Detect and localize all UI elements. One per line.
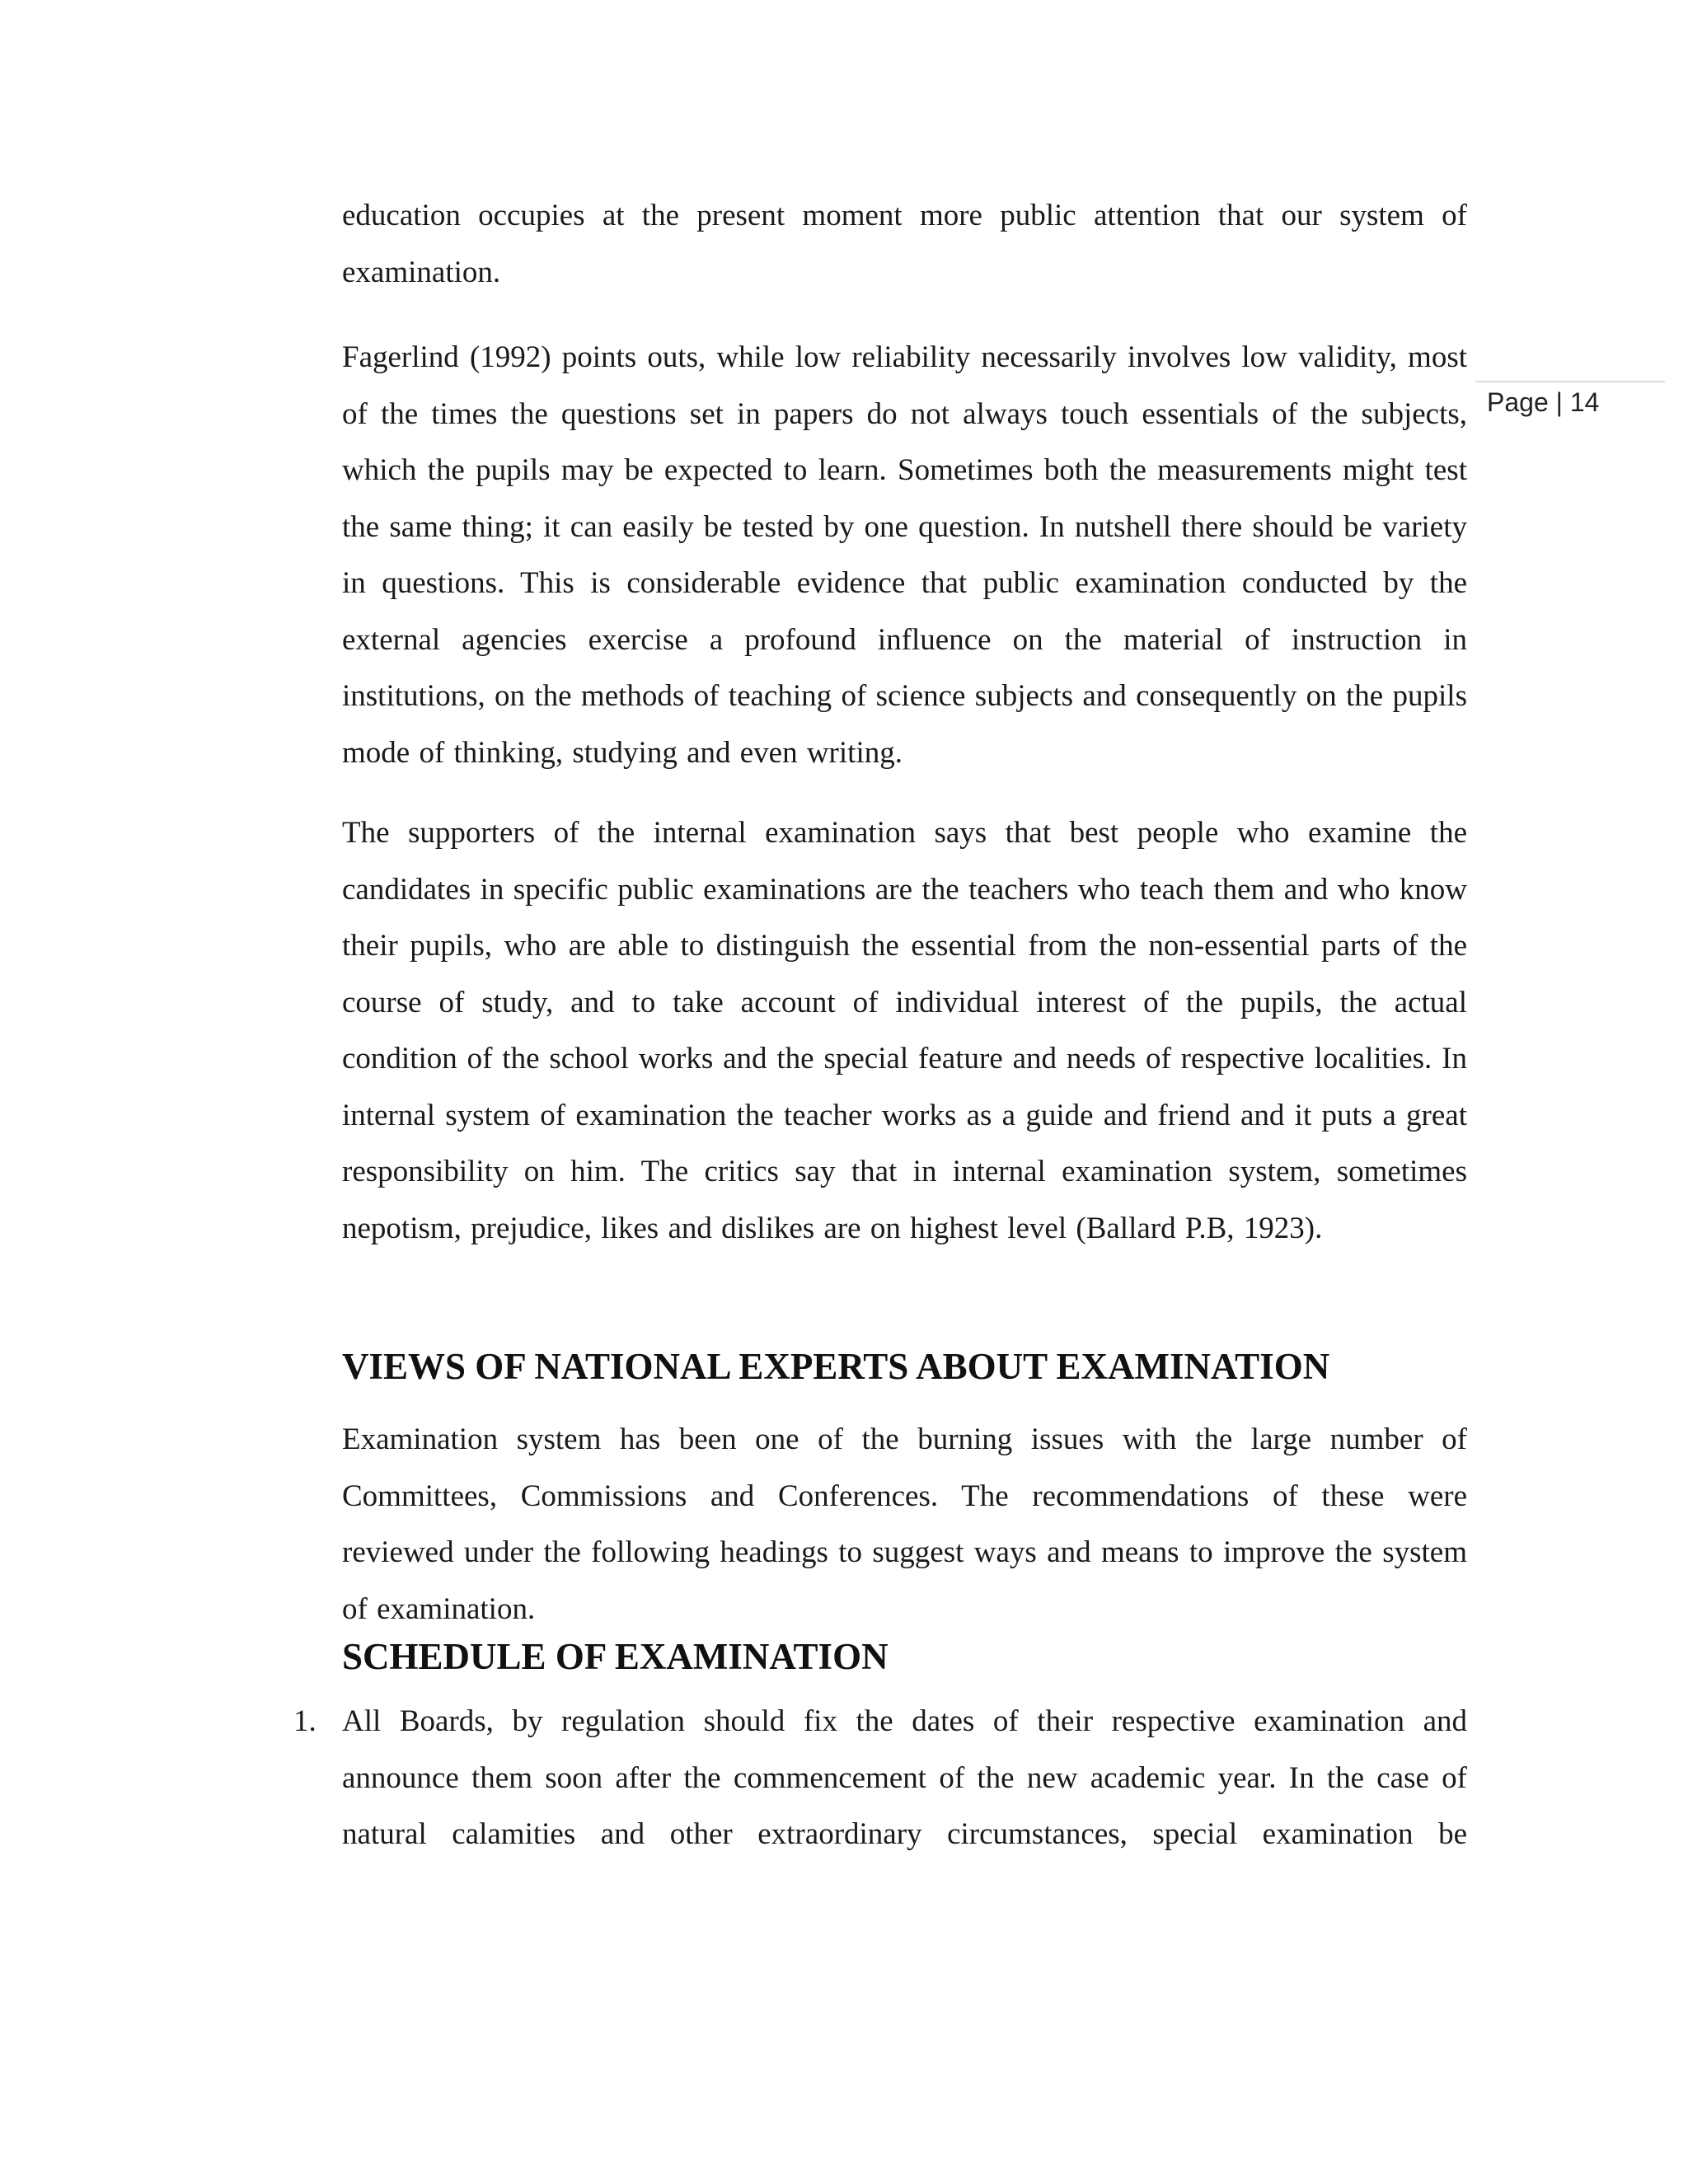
paragraph-continuation: education occupies at the present moment more public attention that our system of examination. xyxy=(342,199,1467,289)
list-item-number: 1. xyxy=(293,1704,316,1738)
page-number-divider xyxy=(1475,381,1665,382)
paragraph-internal-examination: The supporters of the internal examination says that best people who examine the candidates in specific public examinations are the teachers who teach them and who know their pupils, who are able to distinguish the essential from the non-essential parts of the course of study, and to take account of individual interest of the pupils, the actual condition of the school works and the special feature and needs of respective localities. In internal system of examination the teacher works as a guide and friend and it puts a great responsibility on him. The critics say that in internal examination system, sometimes nepotism, prejudice, likes and dislikes are on highest level (Ballard P.B, 1923). xyxy=(342,816,1467,1245)
list-item-text: All Boards, by regulation should fix the dates of their respective examination and announce them soon after the commencement of the new academic year. In the case of natural calamities and other extraordinary circumstances, special examination be xyxy=(342,1704,1467,1851)
paragraph-fagerlind: Fagerlind (1992) points outs, while low reliability necessarily involves low validity, most of the times the questions set in papers do not always touch essentials of the subjects, which the pupils may be expected to learn. Sometimes both the measurements might test the same thing; it can easily be tested by one question. In nutshell there should be variety in questions. This is considerable evidence that public examination conducted by the external agencies exercise a profound influence on the material of instruction in institutions, on the methods of teaching of science subjects and consequently on the pupils mode of thinking, studying and even writing. xyxy=(342,340,1467,770)
section-heading-national-experts: VIEWS OF NATIONAL EXPERTS ABOUT EXAMINATION xyxy=(342,1346,1330,1387)
paragraph-examination-system: Examination system has been one of the burning issues with the large number of Committees, Commissions and Conferences. The recommendations of these were reviewed under the following headings to suggest ways and means to improve the system of examination. xyxy=(342,1422,1467,1626)
page-number-label: Page | 14 xyxy=(1487,387,1600,417)
section-heading-schedule: SCHEDULE OF EXAMINATION xyxy=(342,1636,889,1677)
